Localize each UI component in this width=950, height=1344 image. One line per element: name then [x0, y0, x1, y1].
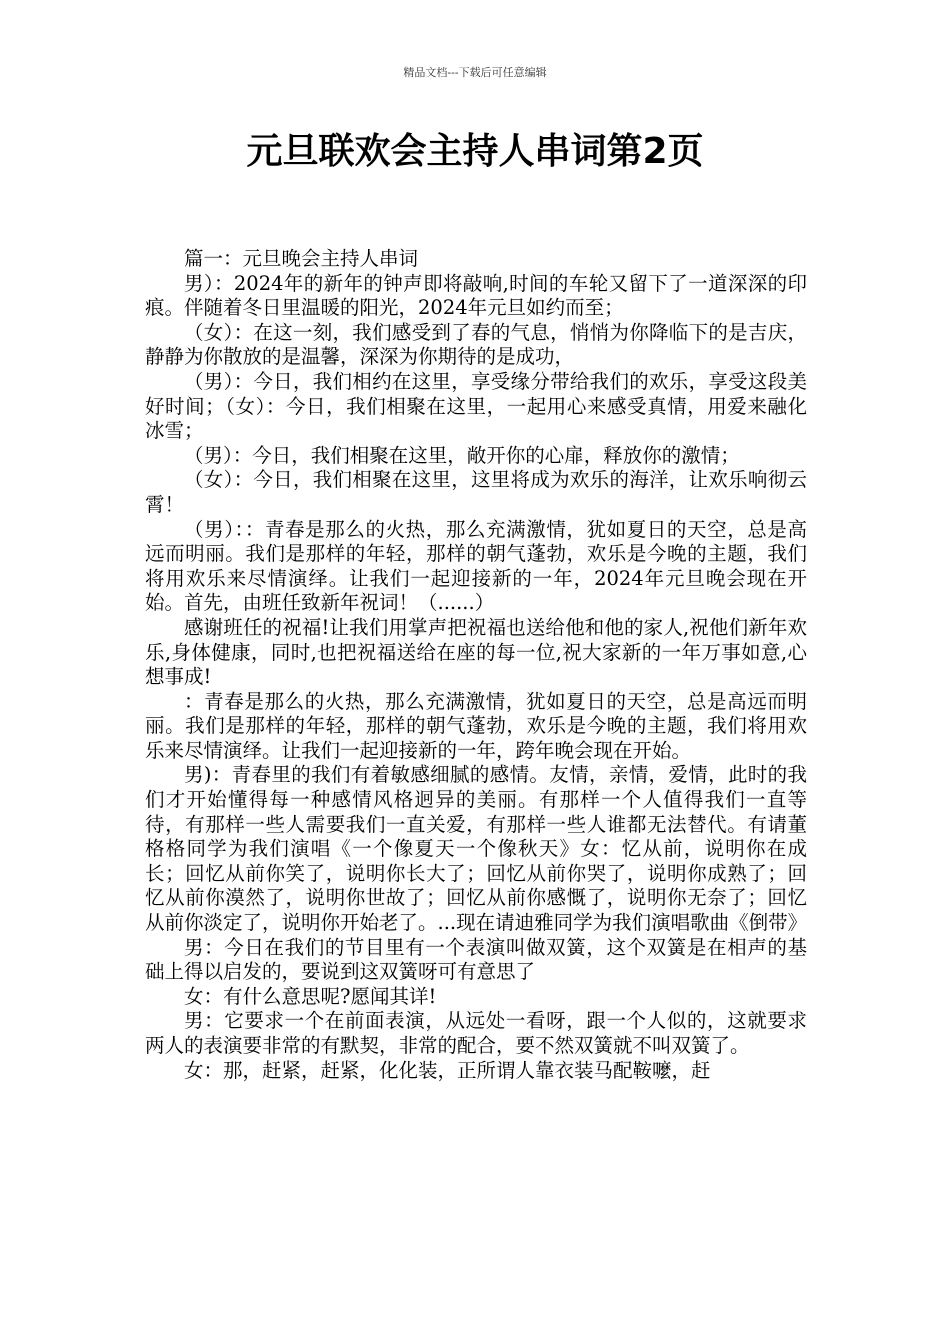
document-body	[145, 247, 807, 1083]
page-header-note: 精品文档---下载后可任意编辑	[403, 66, 547, 79]
paragraph: 女：有什么意思呢?愿闻其详!	[184, 984, 437, 1008]
paragraph: 男：它要求一个在前面表演，从远处一看呀，跟一个人似的，这就要求两人的表演要非常的有默契，非常的配合，要不然双簧就不叫双簧了。	[145, 1009, 807, 1057]
paragraph: 男：今日在我们的节目里有一个表演叫做双簧，这个双簧是在相声的基础上得以启发的，要说到这双簧呀可有意思了	[145, 935, 807, 984]
paragraph: （男）：今日，我们相聚在这里，敞开你的心扉，释放你的激情；	[184, 443, 740, 467]
paragraph: （女）：在这一刻，我们感受到了春的气息，悄悄为你降临下的是吉庆，静静为你散放的是温馨，深深为你期待的是成功，	[145, 320, 807, 369]
paragraph: 男)：青春里的我们有着敏感细腻的感情。友情，亲情，爱情，此时的我们才开始懂得每一种感情风格迥异的美丽。有那样一个人值得我们一直等待，有那样一些人需要我们一直关爱，有那样一些人谁都无法替代。有请董格格同学为我们演唱《一个像夏天一个像秋天》女：忆从前，说明你在成长；回忆从前你笑了，说明你长大了；回忆从前你哭了，说明你成熟了；回忆从前你漠然了，说明你世故了；回忆从前你感慨了，说明你无奈了；回忆从前你淡定了，说明你开始老了。...现在请迪雅同学为我们演唱歌曲《倒带》	[145, 763, 808, 935]
paragraph: 感谢班任的祝福!让我们用掌声把祝福也送给他和他的家人,祝他们新年欢乐,身体健康，同时,也把祝福送给在座的每一位,祝大家新的一年万事如意,心想事成!	[145, 615, 807, 689]
paragraph: ：青春是那么的火热，那么充满激情，犹如夏日的天空，总是高远而明丽。我们是那样的年轻，那样的朝气蓬勃，欢乐是今晚的主题，我们将用欢乐来尽情演绎。让我们一起迎接新的一年，跨年晚会现在开始。	[145, 689, 807, 762]
paragraph: （男）：：青春是那么的火热，那么充满激情，犹如夏日的天空，总是高远而明丽。我们是那样的年轻，那样的朝气蓬勃，欢乐是今晚的主题，我们将用欢乐来尽情演绎。让我们一起迎接新的一年，2024年元旦晚会现在开始。首先，由班任致新年祝词！（......）	[145, 517, 807, 615]
paragraph: 男）：2024年的新年的钟声即将敲响,时间的车轮又留下了一道深深的印痕。伴随着冬日里温暖的阳光，2024年元旦如约而至；	[145, 271, 807, 320]
paragraph: （男）：今日，我们相约在这里，享受缘分带给我们的欢乐，享受这段美好时间；（女）：今日，我们相聚在这里，一起用心来感受真情，用爱来融化冰雪；	[145, 369, 807, 443]
paragraph: 女：那，赶紧，赶紧，化化装，正所谓人靠衣装马配鞍嚒，赶	[184, 1058, 711, 1082]
document-title: 元旦联欢会主持人串词第2页	[246, 131, 704, 172]
paragraph: 篇一：元旦晚会主持人串词	[184, 247, 419, 270]
paragraph: （女）：今日，我们相聚在这里，这里将成为欢乐的海洋，让欢乐响彻云霄！	[145, 468, 807, 516]
